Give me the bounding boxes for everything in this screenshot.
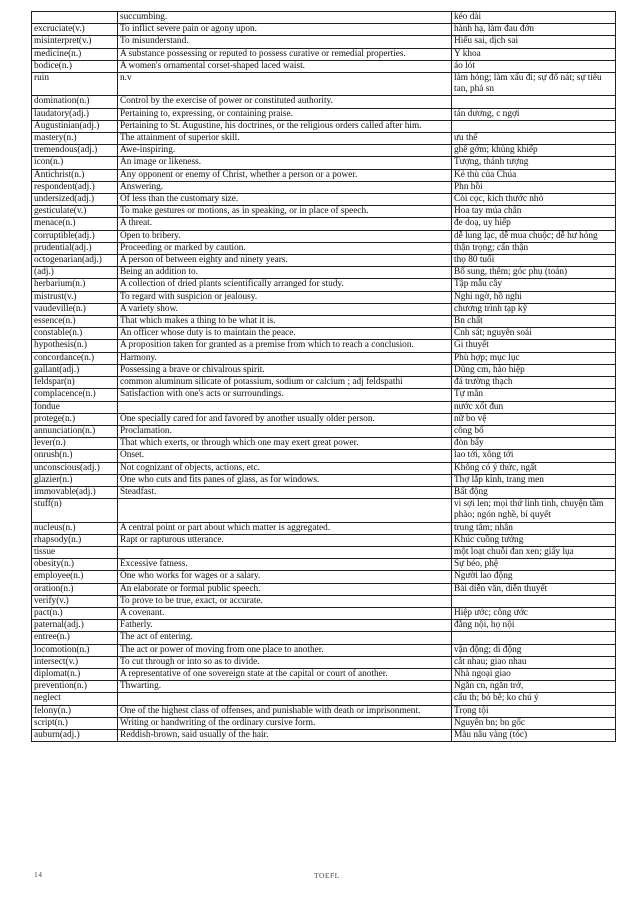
table-row [32, 24, 616, 36]
vocabulary-table-body [32, 12, 616, 742]
english-definition-cell: To regard with suspicion or jealousy. [118, 291, 452, 303]
english-definition-cell: Any opponent or enemy of Christ, whether a person or a power. [118, 169, 452, 181]
vietnamese-meaning-cell [452, 632, 616, 644]
vietnamese-meaning-cell [452, 120, 616, 132]
table-row [32, 401, 616, 413]
english-definition-cell: An image or likeness. [118, 157, 452, 169]
table-row [32, 632, 616, 644]
vietnamese-meaning-cell: chương trình tạp kỹ [452, 303, 616, 315]
english-definition-cell: To make gestures or motions, as in speaking, or in place of speech. [118, 206, 452, 218]
term-cell: locomotion(n.) [32, 644, 118, 656]
table-row [32, 620, 616, 632]
english-definition-cell: To prove to be true, exact, or accurate. [118, 595, 452, 607]
table-row [32, 462, 616, 474]
table-row [32, 328, 616, 340]
vietnamese-meaning-cell: hành hạ, làm đau đớn [452, 24, 616, 36]
term-cell: immovable(adj.) [32, 486, 118, 498]
english-definition-cell: To cut through or into so as to divide. [118, 656, 452, 668]
term-cell: icon(n.) [32, 157, 118, 169]
vietnamese-meaning-cell: Gi thuyết [452, 340, 616, 352]
english-definition-cell: Rapt or rapturous utterance. [118, 534, 452, 546]
english-definition-cell: A representative of one sovereign state at the capital or court of another. [118, 668, 452, 680]
english-definition-cell: An officer whose duty is to maintain the peace. [118, 328, 452, 340]
vietnamese-meaning-cell: Còi cọc, kích thước nhỏ [452, 194, 616, 206]
vietnamese-meaning-cell: Phù hợp; mục lục [452, 352, 616, 364]
table-row [32, 169, 616, 181]
vietnamese-meaning-cell: Bn chất [452, 316, 616, 328]
vietnamese-meaning-cell: Nhà ngoại giao [452, 668, 616, 680]
vietnamese-meaning-cell: Bổ sung, thêm; góc phụ (toán) [452, 267, 616, 279]
english-definition-cell: Open to bribery. [118, 230, 452, 242]
english-definition-cell: A women's ornamental corset-shaped laced waist. [118, 60, 452, 72]
vietnamese-meaning-cell: ghê gớm; khủng khiếp [452, 145, 616, 157]
term-cell: fondue [32, 401, 118, 413]
vietnamese-meaning-cell: vận động; di động [452, 644, 616, 656]
english-definition-cell: Proclamation. [118, 425, 452, 437]
table-row [32, 364, 616, 376]
english-definition-cell: Of less than the customary size. [118, 194, 452, 206]
term-cell: oration(n.) [32, 583, 118, 595]
english-definition-cell: Thwarting. [118, 681, 452, 693]
table-row [32, 559, 616, 571]
table-row [32, 242, 616, 254]
term-cell: menace(n.) [32, 218, 118, 230]
english-definition-cell [118, 546, 452, 558]
vietnamese-meaning-cell: dễ lung lạc, dễ mua chuộc; dễ hư hỏng [452, 230, 616, 242]
table-row [32, 181, 616, 193]
vietnamese-meaning-cell: tán dương, c ngợi [452, 108, 616, 120]
table-row [32, 681, 616, 693]
vietnamese-meaning-cell: Cnh sát; nguyên soái [452, 328, 616, 340]
english-definition-cell: To inflict severe pain or agony upon. [118, 24, 452, 36]
english-definition-cell: A variety show. [118, 303, 452, 315]
english-definition-cell: Control by the exercise of power or constituted authority. [118, 96, 452, 108]
term-cell: corruptible(adj.) [32, 230, 118, 242]
term-cell: undersized(adj.) [32, 194, 118, 206]
term-cell: lever(n.) [32, 438, 118, 450]
term-cell: paternal(adj.) [32, 620, 118, 632]
table-row [32, 60, 616, 72]
vietnamese-meaning-cell: đe doạ, uy hiếp [452, 218, 616, 230]
table-row [32, 656, 616, 668]
table-row [32, 717, 616, 729]
term-cell: diplomat(n.) [32, 668, 118, 680]
english-definition-cell [118, 693, 452, 705]
table-row [32, 194, 616, 206]
table-row [32, 438, 616, 450]
table-row [32, 255, 616, 267]
term-cell: concordance(n.) [32, 352, 118, 364]
vietnamese-meaning-cell: cẩu th; bỏ bê; ko chú ý [452, 693, 616, 705]
term-cell: prudential(adj.) [32, 242, 118, 254]
table-row [32, 157, 616, 169]
english-definition-cell: Satisfaction with one's acts or surroundings. [118, 389, 452, 401]
term-cell: herbarium(n.) [32, 279, 118, 291]
term-cell: excruciate(v.) [32, 24, 118, 36]
term-cell: stuff(n) [32, 499, 118, 522]
term-cell: Antichrist(n.) [32, 169, 118, 181]
term-cell: entree(n.) [32, 632, 118, 644]
term-cell: verify(v.) [32, 595, 118, 607]
term-cell: vaudeville(n.) [32, 303, 118, 315]
term-cell: mistrust(v.) [32, 291, 118, 303]
term-cell: essence(n.) [32, 316, 118, 328]
vietnamese-meaning-cell: Phn hồi [452, 181, 616, 193]
table-row [32, 571, 616, 583]
table-row [32, 73, 616, 96]
english-definition-cell: The act or power of moving from one place to another. [118, 644, 452, 656]
table-row [32, 546, 616, 558]
english-definition-cell: Steadfast. [118, 486, 452, 498]
term-cell: unconscious(adj.) [32, 462, 118, 474]
english-definition-cell: Possessing a brave or chivalrous spirit. [118, 364, 452, 376]
term-cell: employee(n.) [32, 571, 118, 583]
vietnamese-meaning-cell: Bài diễn văn, diễn thuyết [452, 583, 616, 595]
vietnamese-meaning-cell: Thợ lắp kính, trang men [452, 474, 616, 486]
table-row [32, 316, 616, 328]
footer-title: TOEFL [314, 871, 340, 880]
term-cell: tremendous(adj.) [32, 145, 118, 157]
vietnamese-meaning-cell: Hiệp ước; công ước [452, 607, 616, 619]
english-definition-cell: A person of between eighty and ninety years. [118, 255, 452, 267]
vietnamese-meaning-cell: Không có ý thức, ngất [452, 462, 616, 474]
term-cell: neglect [32, 693, 118, 705]
term-cell: octogenarian(adj.) [32, 255, 118, 267]
page-number: 14 [34, 870, 43, 879]
english-definition-cell: Excessive fatness. [118, 559, 452, 571]
english-definition-cell: A substance possessing or reputed to possess curative or remedial properties. [118, 48, 452, 60]
table-row [32, 644, 616, 656]
vietnamese-meaning-cell: Màu nâu vàng (tóc) [452, 729, 616, 741]
term-cell: tissue [32, 546, 118, 558]
english-definition-cell: That which exerts, or through which one may exert great power. [118, 438, 452, 450]
vietnamese-meaning-cell: Hiểu sai, dịch sai [452, 36, 616, 48]
vietnamese-meaning-cell: đòn bẩy [452, 438, 616, 450]
vietnamese-meaning-cell: Tượng, thánh tượng [452, 157, 616, 169]
english-definition-cell: A central point or part about which matter is aggregated. [118, 522, 452, 534]
term-cell [32, 12, 118, 24]
term-cell: hypothesis(n.) [32, 340, 118, 352]
vietnamese-meaning-cell: đằng nội, họ nội [452, 620, 616, 632]
term-cell: gallant(adj.) [32, 364, 118, 376]
english-definition-cell: Reddish-brown, said usually of the hair. [118, 729, 452, 741]
vietnamese-meaning-cell: lao tới, xông tới [452, 450, 616, 462]
table-row [32, 486, 616, 498]
english-definition-cell: One of the highest class of offenses, and punishable with death or imprisonment. [118, 705, 452, 717]
vietnamese-meaning-cell: Kẻ thù của Chúa [452, 169, 616, 181]
table-row [32, 522, 616, 534]
vietnamese-meaning-cell: thọ 80 tuổi [452, 255, 616, 267]
term-cell: medicine(n.) [32, 48, 118, 60]
term-cell: (adj.) [32, 267, 118, 279]
table-row [32, 230, 616, 242]
table-row [32, 474, 616, 486]
term-cell: glazier(n.) [32, 474, 118, 486]
table-row [32, 389, 616, 401]
term-cell: ruin [32, 73, 118, 96]
vietnamese-meaning-cell: áo lót [452, 60, 616, 72]
term-cell: constable(n.) [32, 328, 118, 340]
table-row [32, 352, 616, 364]
term-cell: intersect(v.) [32, 656, 118, 668]
vietnamese-meaning-cell: thận trọng; cẩn thận [452, 242, 616, 254]
vietnamese-meaning-cell: công bố [452, 425, 616, 437]
english-definition-cell: One specially cared for and favored by another usually older person. [118, 413, 452, 425]
term-cell: mastery(n.) [32, 133, 118, 145]
vietnamese-meaning-cell: Nguyên bn; bn gốc [452, 717, 616, 729]
english-definition-cell: The attainment of superior skill. [118, 133, 452, 145]
table-row [32, 206, 616, 218]
english-definition-cell [118, 401, 452, 413]
vietnamese-meaning-cell [452, 96, 616, 108]
table-row [32, 534, 616, 546]
english-definition-cell: Pertaining to St. Augustine, his doctrines, or the religious orders called after him. [118, 120, 452, 132]
table-row [32, 133, 616, 145]
vietnamese-meaning-cell: vi sợi len; mọi thứ linh tinh, chuyện tầm phào; ngón nghề, bí quyết [452, 499, 616, 522]
table-row [32, 583, 616, 595]
table-row [32, 377, 616, 389]
table-row [32, 607, 616, 619]
term-cell: respondent(adj.) [32, 181, 118, 193]
table-row [32, 120, 616, 132]
table-row [32, 413, 616, 425]
vietnamese-meaning-cell: nữ bo vệ [452, 413, 616, 425]
table-row [32, 291, 616, 303]
vocabulary-table [31, 11, 616, 742]
term-cell: prevention(n.) [32, 681, 118, 693]
english-definition-cell: Pertaining to, expressing, or containing praise. [118, 108, 452, 120]
table-row [32, 12, 616, 24]
term-cell: laudatory(adj.) [32, 108, 118, 120]
table-row [32, 267, 616, 279]
english-definition-cell: Writing or handwriting of the ordinary cursive form. [118, 717, 452, 729]
english-definition-cell: To misunderstand. [118, 36, 452, 48]
english-definition-cell: Onset. [118, 450, 452, 462]
table-row [32, 693, 616, 705]
term-cell: rhapsody(n.) [32, 534, 118, 546]
english-definition-cell: Harmony. [118, 352, 452, 364]
table-row [32, 729, 616, 741]
table-row [32, 218, 616, 230]
english-definition-cell: Answering. [118, 181, 452, 193]
term-cell: onrush(n.) [32, 450, 118, 462]
vietnamese-meaning-cell: Người lao động [452, 571, 616, 583]
term-cell: feldspar(n) [32, 377, 118, 389]
vietnamese-meaning-cell: làm hỏng; làm xấu đi; sự đổ nát; sự tiêu tan, phá sn [452, 73, 616, 96]
vietnamese-meaning-cell: Bất động [452, 486, 616, 498]
vietnamese-meaning-cell: Dũng cm, hào hiệp [452, 364, 616, 376]
english-definition-cell [118, 499, 452, 522]
term-cell: gesticulate(v.) [32, 206, 118, 218]
english-definition-cell: A covenant. [118, 607, 452, 619]
vietnamese-meaning-cell: Trọng tội [452, 705, 616, 717]
term-cell: misinterpret(v.) [32, 36, 118, 48]
table-row [32, 96, 616, 108]
table-row [32, 145, 616, 157]
english-definition-cell: A collection of dried plants scientifically arranged for study. [118, 279, 452, 291]
table-row [32, 595, 616, 607]
term-cell: bodice(n.) [32, 60, 118, 72]
term-cell: annunciation(n.) [32, 425, 118, 437]
table-row [32, 279, 616, 291]
table-row [32, 36, 616, 48]
vietnamese-meaning-cell: đá trường thạch [452, 377, 616, 389]
vietnamese-meaning-cell: ưu thế [452, 133, 616, 145]
vietnamese-meaning-cell: trung tâm; nhân [452, 522, 616, 534]
vietnamese-meaning-cell: Khúc cuồng tưởng [452, 534, 616, 546]
term-cell: script(n.) [32, 717, 118, 729]
table-row [32, 425, 616, 437]
term-cell: obesity(n.) [32, 559, 118, 571]
english-definition-cell: Fatherly. [118, 620, 452, 632]
english-definition-cell: succumbing. [118, 12, 452, 24]
english-definition-cell: Awe-inspiring. [118, 145, 452, 157]
table-row [32, 303, 616, 315]
term-cell: complacence(n.) [32, 389, 118, 401]
term-cell: pact(n.) [32, 607, 118, 619]
term-cell: felony(n.) [32, 705, 118, 717]
vietnamese-meaning-cell: Ngăn cn, ngăn trở, [452, 681, 616, 693]
english-definition-cell: Not cognizant of objects, actions, etc. [118, 462, 452, 474]
vietnamese-meaning-cell [452, 595, 616, 607]
vietnamese-meaning-cell: một loạt chuỗi đan xen; giấy lụa [452, 546, 616, 558]
vietnamese-meaning-cell: cắt nhau; giao nhau [452, 656, 616, 668]
vietnamese-meaning-cell: Hoa tay múa chân [452, 206, 616, 218]
table-row [32, 48, 616, 60]
vietnamese-meaning-cell: Tập mẫu cây [452, 279, 616, 291]
term-cell: auburn(adj.) [32, 729, 118, 741]
vietnamese-meaning-cell: kéo dài [452, 12, 616, 24]
term-cell: Augustinian(adj.) [32, 120, 118, 132]
vietnamese-meaning-cell: Sự béo, phệ [452, 559, 616, 571]
english-definition-cell: One who cuts and fits panes of glass, as for windows. [118, 474, 452, 486]
english-definition-cell: The act of entering. [118, 632, 452, 644]
term-cell: protege(n.) [32, 413, 118, 425]
english-definition-cell: That which makes a thing to be what it is. [118, 316, 452, 328]
english-definition-cell: One who works for wages or a salary. [118, 571, 452, 583]
vietnamese-meaning-cell: Y khoa [452, 48, 616, 60]
table-row [32, 499, 616, 522]
english-definition-cell: An elaborate or formal public speech. [118, 583, 452, 595]
table-row [32, 705, 616, 717]
english-definition-cell: n.v [118, 73, 452, 96]
english-definition-cell: A proposition taken for granted as a premise from which to reach a conclusion. [118, 340, 452, 352]
table-row [32, 108, 616, 120]
table-row [32, 340, 616, 352]
vietnamese-meaning-cell: nước xốt đun [452, 401, 616, 413]
term-cell: domination(n.) [32, 96, 118, 108]
term-cell: nucleus(n.) [32, 522, 118, 534]
english-definition-cell: common aluminum silicate of potassium, sodium or calcium ; adj feldspathi [118, 377, 452, 389]
english-definition-cell: Being an addition to. [118, 267, 452, 279]
vietnamese-meaning-cell: Tự mãn [452, 389, 616, 401]
vietnamese-meaning-cell: Nghi ngờ, hồ nghi [452, 291, 616, 303]
table-row [32, 668, 616, 680]
english-definition-cell: A threat. [118, 218, 452, 230]
english-definition-cell: Proceeding or marked by caution. [118, 242, 452, 254]
table-row [32, 450, 616, 462]
